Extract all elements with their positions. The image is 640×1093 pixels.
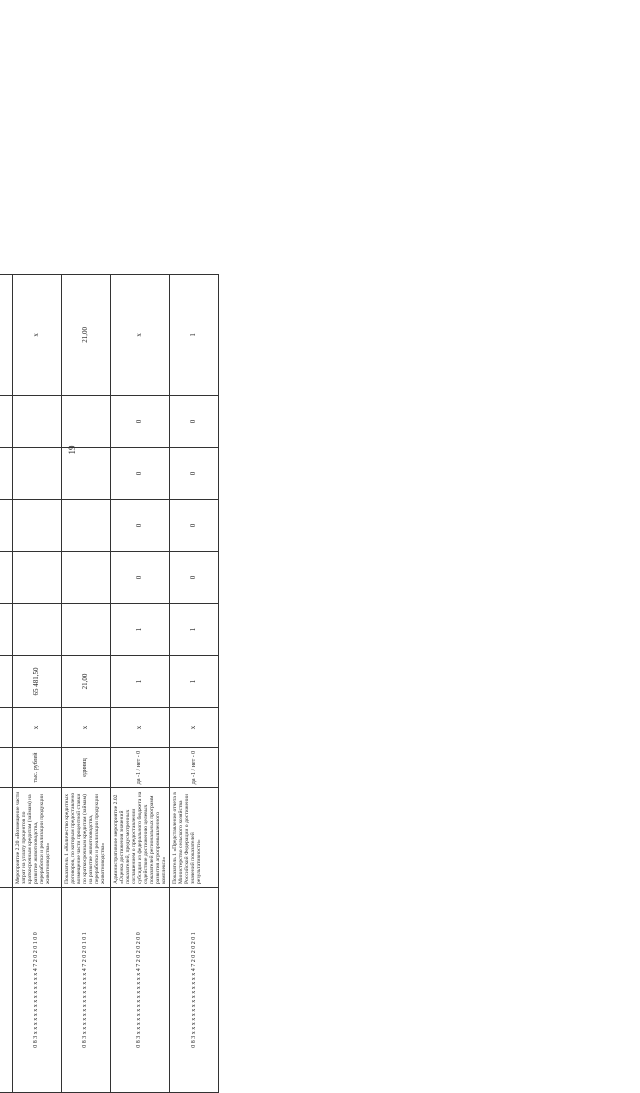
value-2017: 65 481,50 — [12, 656, 61, 708]
value-2018: 1 — [169, 604, 218, 656]
value-2017: 1 — [110, 656, 169, 708]
target-value: 21,00 — [61, 274, 110, 395]
budget-code: 0 8 3 x x x x x x x x x x x x x x 4 7 2 0 2 0 2 0 0 — [110, 888, 169, 1093]
value-2020 — [0, 500, 12, 552]
program-indicators-table — [0, 274, 219, 1093]
value-2022 — [0, 395, 12, 447]
indicator-description: Мероприятие 2.20 «Возмещение части затрат на уплату процентов по краткосрочным кредитам (займам) на развитие животноводства, переработки и реализации продукции животноводства» — [12, 788, 61, 888]
table-row — [61, 274, 110, 1092]
value-2019 — [0, 552, 12, 604]
value-2017: 21,00 — [61, 656, 110, 708]
value-2022: 0 — [169, 395, 218, 447]
value-2021: 0 — [110, 448, 169, 500]
unit-cell: да -1 / нет - 0 — [110, 748, 169, 788]
budget-code: 0 8 3 x x x x x x x x x x x x x x 4 7 2 0 2 0 1 0 0 — [12, 888, 61, 1093]
unit-cell: да -1 / нет - 0 — [169, 748, 218, 788]
value-2017 — [0, 656, 12, 708]
fiscal-year-cell: x — [169, 708, 218, 748]
table-row — [12, 274, 61, 1092]
value-2021 — [12, 448, 61, 500]
indicator-description: Административное мероприятие 2.02 «Оценка достижения значений показателей, предусмотренных соглашением о предоставлении субсидии из федерального бюджета на содействие достижению целевых показателей региональных программ развития агропромышленного комплекса» — [110, 788, 169, 888]
value-2019 — [12, 552, 61, 604]
target-value: x — [12, 274, 61, 395]
value-2019 — [61, 552, 110, 604]
value-2018 — [61, 604, 110, 656]
unit-cell: тыс. рублей — [12, 748, 61, 788]
value-2019: 0 — [169, 552, 218, 604]
program-table-sheet — [0, 275, 359, 1093]
value-2018: 1 — [110, 604, 169, 656]
table-row — [0, 274, 12, 1092]
indicator-description: Показатель 1 «Количество кредитных договоров, по которым предоставлено возмещение части процентной ставки по краткосрочным кредитам (займам) на развитие животноводства, переработки и реализации продукции животноводства» — [61, 788, 110, 888]
value-2021: 0 — [169, 448, 218, 500]
value-2022 — [61, 395, 110, 447]
budget-code: 0 8 3 x x x x x x x x x x x x x x 4 7 2 0 2 0 1 0 1 — [61, 888, 110, 1093]
value-2021 — [0, 448, 12, 500]
value-2020: 0 — [169, 500, 218, 552]
budget-code — [0, 888, 12, 1093]
value-2020 — [61, 500, 110, 552]
value-2021 — [61, 448, 110, 500]
target-value — [0, 274, 12, 395]
value-2018 — [12, 604, 61, 656]
indicator-description — [0, 788, 12, 888]
indicator-description: Показатель 1 «Представление отчета в Министерство сельского хозяйства Российской Федерации о достижении значений показателей результативности» — [169, 788, 218, 888]
unit-cell: единиц — [61, 748, 110, 788]
fiscal-year-cell: x — [61, 708, 110, 748]
value-2022: 0 — [110, 395, 169, 447]
value-2020 — [12, 500, 61, 552]
value-2018 — [0, 604, 12, 656]
value-2022 — [12, 395, 61, 447]
budget-code: 0 8 3 x x x x x x x x x x x x x x 4 7 2 0 2 0 2 0 1 — [169, 888, 218, 1093]
page-number: 19 — [67, 445, 77, 455]
fiscal-year-cell: x — [110, 708, 169, 748]
table-row — [110, 274, 169, 1092]
target-value: x — [110, 274, 169, 395]
fiscal-year-cell — [0, 708, 12, 748]
value-2017: 1 — [169, 656, 218, 708]
fiscal-year-cell: x — [12, 708, 61, 748]
value-2019: 0 — [110, 552, 169, 604]
unit-cell — [0, 748, 12, 788]
target-value: 1 — [169, 274, 218, 395]
value-2020: 0 — [110, 500, 169, 552]
table-row — [169, 274, 218, 1092]
